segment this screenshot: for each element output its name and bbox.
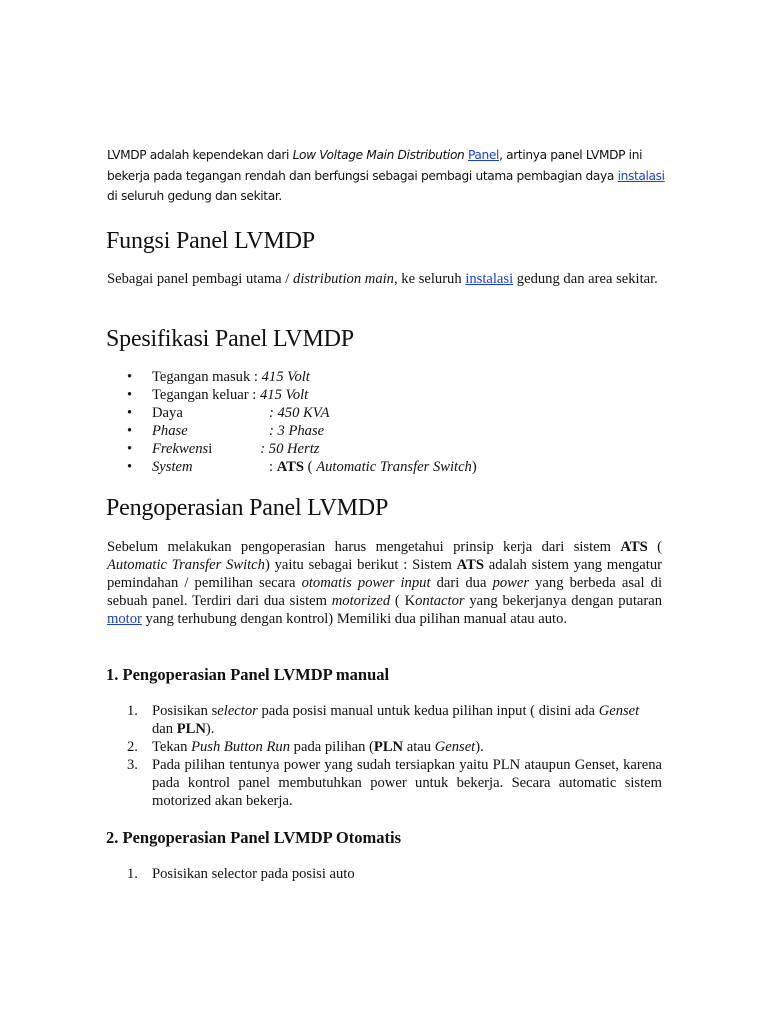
list-item: • Frekwensi : 50 Hertz [127,441,320,457]
otomatis-steps [107,865,662,883]
instalasi-link[interactable]: instalasi [617,168,665,183]
list-item: 1. Posisikan selector pada posisi manual untuk kedua pilihan input ( disini ada Genset dan PLN). [127,703,640,737]
list-item: • System : ATS ( Automatic Transfer Switch) [127,459,477,475]
intro-paragraph: LVMDP adalah kependekan dari Low Voltage Main Distribution Panel, artinya panel LVMDP ini bekerja pada tegangan rendah dan berfungsi sebagai pembagi utama pembagian daya instalasi di seluruh gedung dan sekitar. [107,148,665,203]
heading-spesifikasi: Spesifikasi Panel LVMDP [106,326,354,352]
manual-steps [107,702,662,810]
list-item: • Phase : 3 Phase [127,423,325,439]
motor-link[interactable]: motor [107,611,142,627]
fungsi-paragraph: Sebagai panel pembagi utama / distribution main, ke seluruh instalasi gedung dan area sekitar. [107,271,658,287]
spec-list [107,368,477,476]
panel-link[interactable]: Panel [467,148,500,162]
list-item: 3. Pada pilihan tentunya power yang sudah tersiapkan yaitu PLN ataupun Genset, karena pada kontrol panel membutuhkan power untuk bekerja. Secara automatic sistem motorized akan bekerja. [127,757,662,809]
list-item: 1. Posisikan selector pada posisi auto [127,866,355,882]
list-item: • Daya : 450 KVA [127,405,330,421]
pengoperasian-paragraph: Sebelum melakukan pengoperasian harus mengetahui prinsip kerja dari sistem ATS ( Automatic Transfer Switch) yaitu sebagai berikut : Sistem ATS adalah sistem yang mengatur pemindahan / pemilihan secara otomatis power input dari dua power yang berbeda asal di sebuah panel. Terdiri dari dua sistem motorized ( Kontactor yang bekerjanya dengan putaran motor yang terhubung dengan kontrol) Memiliki dua pilihan manual atau auto. [107,539,663,627]
list-item: • Tegangan keluar : 415 Volt [127,387,309,403]
list-item: 2. Tekan Push Button Run pada pilihan (PLN atau Genset). [127,739,484,755]
heading-fungsi: Fungsi Panel LVMDP [106,228,315,254]
heading-pengoperasian: Pengoperasian Panel LVMDP [106,495,389,521]
list-item: • Tegangan masuk : 415 Volt [127,369,310,385]
instalasi-link-2[interactable]: instalasi [465,271,514,287]
heading-manual: 1. Pengoperasian Panel LVMDP manual [106,665,390,684]
heading-otomatis: 2. Pengoperasian Panel LVMDP Otomatis [106,828,402,847]
